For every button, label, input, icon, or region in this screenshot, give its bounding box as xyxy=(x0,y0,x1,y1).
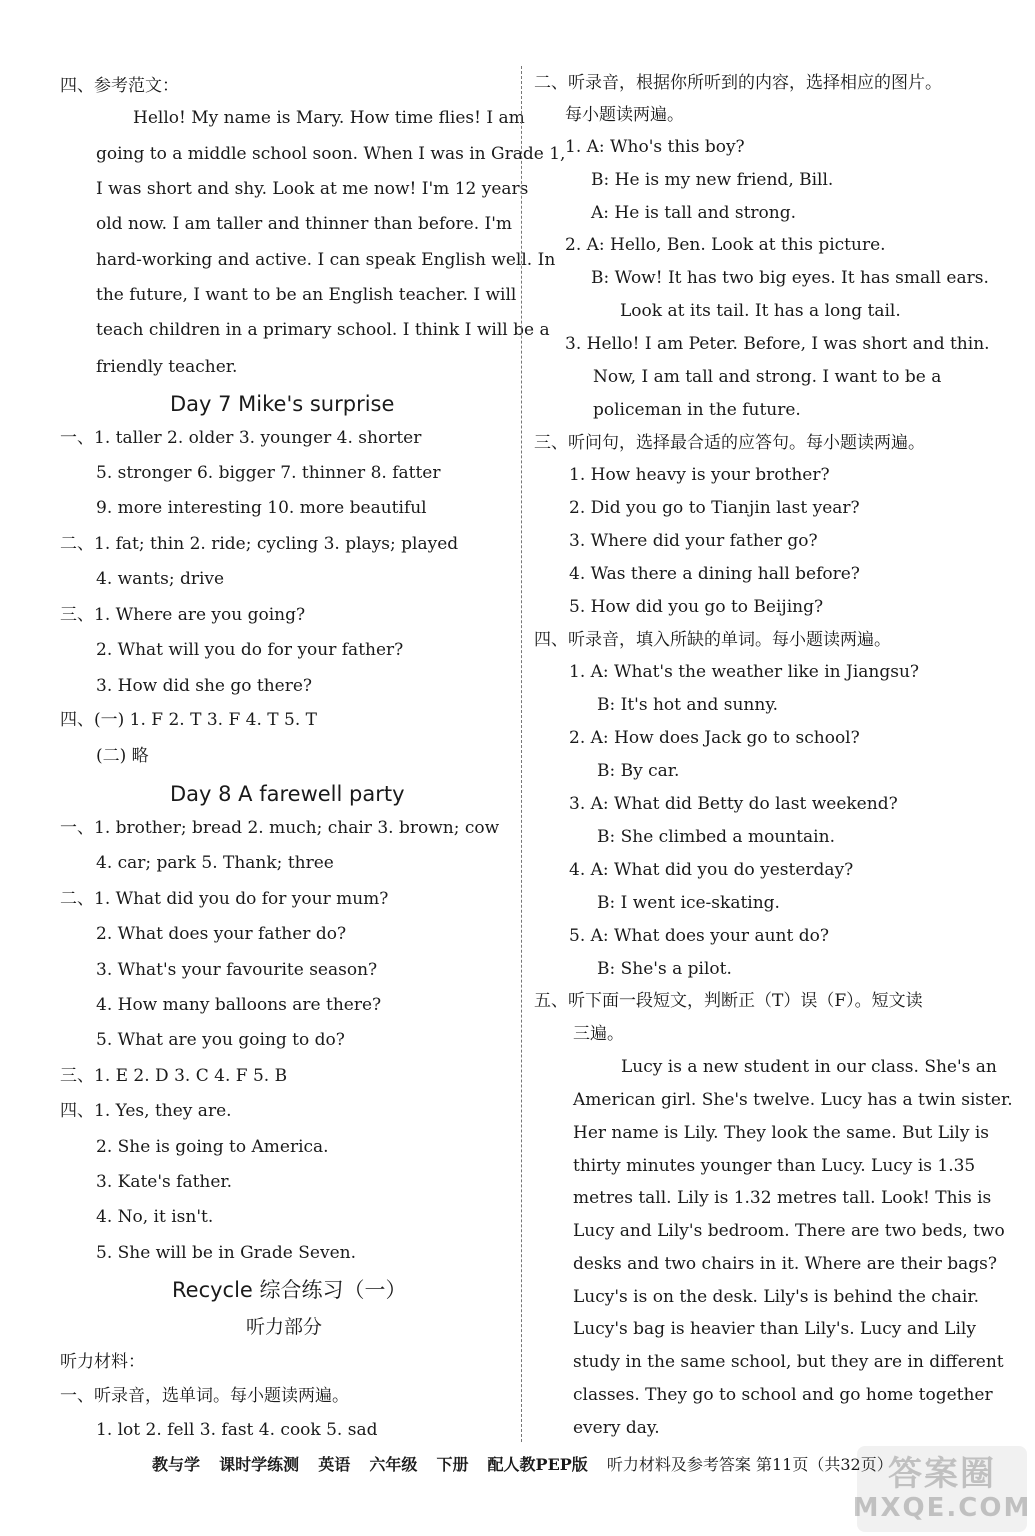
watermark-text: 答案圈 xyxy=(888,1454,996,1494)
answer-line: 5. She will be in Grade Seven. xyxy=(96,1243,356,1263)
dialogue-line: B: Wow! It has two big eyes. It has small ears. xyxy=(591,268,989,288)
essay-line: hard-working and active. I can speak English well. In xyxy=(96,250,556,270)
answer-line: 2. What will you do for your father? xyxy=(96,640,404,660)
answer-line: 2. She is going to America. xyxy=(96,1137,329,1157)
answer-line: 一、1. brother; bread 2. much; chair 3. brown; cow xyxy=(60,818,500,838)
dialogue-line: 3. Where did your father go? xyxy=(569,531,818,551)
answer-line: 二、1. What did you do for your mum? xyxy=(60,889,389,909)
dialogue-line: policeman in the future. xyxy=(593,400,801,420)
dialogue-line: 3. Hello! I am Peter. Before, I was short and thin. xyxy=(565,334,990,354)
answer-line: 9. more interesting 10. more beautiful xyxy=(96,498,427,518)
passage-line: metres tall. Lily is 1.32 metres tall. Look! This is xyxy=(573,1188,992,1208)
section-heading-day8: Day 8 A farewell party xyxy=(170,782,405,806)
essay-line: going to a middle school soon. When I was in Grade 1, xyxy=(96,144,566,164)
answer-line: 3. What's your favourite season? xyxy=(96,960,378,980)
passage-line: thirty minutes younger than Lucy. Lucy is 1.35 xyxy=(573,1156,976,1176)
dialogue-line: 3. A: What did Betty do last weekend? xyxy=(569,794,898,814)
footer-page-info: 听力材料及参考答案 第11页（共32页） xyxy=(606,1455,893,1474)
passage-line: Her name is Lily. They look the same. But Lily is xyxy=(573,1123,990,1143)
essay-line: teach children in a primary school. I think I will be a xyxy=(96,320,550,340)
essay-line: Hello! My name is Mary. How time flies! I am xyxy=(133,108,525,128)
dialogue-line: B: She climbed a mountain. xyxy=(597,827,835,847)
answer-line: 4. How many balloons are there? xyxy=(96,995,382,1015)
passage-line: Lucy's bag is heavier than Lily's. Lucy and Lily xyxy=(573,1319,976,1339)
dialogue-line: 1. A: Who's this boy? xyxy=(565,137,745,157)
column-divider xyxy=(521,66,522,1442)
passage-line: Lucy is a new student in our class. She's an xyxy=(621,1057,997,1077)
dialogue-line: 4. Was there a dining hall before? xyxy=(569,564,860,584)
answer-line: (二) 略 xyxy=(96,746,149,766)
footer-series: 课时学练测 xyxy=(219,1455,300,1474)
question-heading: 二、听录音，根据你所听到的内容，选择相应的图片。 xyxy=(534,73,942,93)
answer-line: 一、1. taller 2. older 3. younger 4. shorter xyxy=(60,428,422,448)
answer-line: 5. What are you going to do? xyxy=(96,1030,345,1050)
dialogue-line: Now, I am tall and strong. I want to be a xyxy=(593,367,942,387)
dialogue-line: B: It's hot and sunny. xyxy=(597,695,779,715)
footer-volume: 下册 xyxy=(436,1455,469,1474)
passage-line: classes. They go to school and go home together xyxy=(573,1385,993,1405)
question-heading: 三、听问句，选择最合适的应答句。每小题读两遍。 xyxy=(534,433,925,453)
answer-line: 4. No, it isn't. xyxy=(96,1207,214,1227)
essay-line: the future, I want to be an English teacher. I will xyxy=(96,285,517,305)
answer-line: 4. wants; drive xyxy=(96,569,225,589)
answer-line: 5. stronger 6. bigger 7. thinner 8. fatter xyxy=(96,463,441,483)
section-heading-day7: Day 7 Mike's surprise xyxy=(170,392,395,416)
dialogue-line: 2. A: How does Jack go to school? xyxy=(569,728,860,748)
question-heading: 一、听录音，选单词。每小题读两遍。 xyxy=(60,1386,349,1406)
watermark-url: MXQE.COM xyxy=(852,1493,1032,1523)
section-heading-recycle: Recycle 综合练习（一） xyxy=(172,1278,407,1302)
watermark-logo xyxy=(852,1446,1032,1532)
footer-subject: 英语 xyxy=(318,1455,351,1474)
passage-line: Lucy and Lily's bedroom. There are two beds, two xyxy=(573,1221,1005,1241)
answer-line: 三、1. E 2. D 3. C 4. F 5. B xyxy=(60,1066,288,1086)
question-heading: 三遍。 xyxy=(573,1024,624,1044)
footer-grade: 六年级 xyxy=(369,1455,418,1474)
passage-line: study in the same school, but they are in different xyxy=(573,1352,1004,1372)
dialogue-line: B: I went ice-skating. xyxy=(597,893,780,913)
dialogue-line: 5. How did you go to Beijing? xyxy=(569,597,824,617)
passage-line: American girl. She's twelve. Lucy has a twin sister. xyxy=(573,1090,1013,1110)
section-subheading-listening: 听力部分 xyxy=(246,1316,323,1338)
dialogue-line: 4. A: What did you do yesterday? xyxy=(569,860,854,880)
answer-line: 2. What does your father do? xyxy=(96,924,347,944)
answer-line: 二、1. fat; thin 2. ride; cycling 3. plays; played xyxy=(60,534,459,554)
answer-line: 四、(一) 1. F 2. T 3. F 4. T 5. T xyxy=(60,710,318,730)
answer-line: 三、1. Where are you going? xyxy=(60,605,306,625)
dialogue-line: 5. A: What does your aunt do? xyxy=(569,926,829,946)
dialogue-line: B: She's a pilot. xyxy=(597,959,732,979)
answer-line: 3. Kate's father. xyxy=(96,1172,233,1192)
passage-line: every day. xyxy=(573,1418,660,1438)
dialogue-line: Look at its tail. It has a long tail. xyxy=(620,301,901,321)
dialogue-line: A: He is tall and strong. xyxy=(591,203,797,223)
question-heading: 四、听录音，填入所缺的单词。每小题读两遍。 xyxy=(534,630,891,650)
question-heading: 五、听下面一段短文，判断正（T）误（F）。短文读 xyxy=(534,991,923,1011)
footer-edition: 配人教PEP版 xyxy=(487,1455,588,1474)
essay-line: old now. I am taller and thinner than before. I'm xyxy=(96,214,513,234)
answer-line: 四、1. Yes, they are. xyxy=(60,1101,232,1121)
dialogue-line: 1. A: What's the weather like in Jiangsu? xyxy=(569,662,920,682)
dialogue-line: B: He is my new friend, Bill. xyxy=(591,170,834,190)
passage-line: desks and two chairs in it. Where are their bags? xyxy=(573,1254,997,1274)
dialogue-line: 2. Did you go to Tianjin last year? xyxy=(569,498,860,518)
page-footer xyxy=(152,1454,893,1476)
dialogue-line: 2. A: Hello, Ben. Look at this picture. xyxy=(565,235,886,255)
answer-line: 4. car; park 5. Thank; three xyxy=(96,853,334,873)
passage-line: Lucy's is on the desk. Lily's is behind the chair. xyxy=(573,1287,979,1307)
listening-material-label: 听力材料： xyxy=(60,1352,145,1372)
question-heading: 每小题读两遍。 xyxy=(565,105,684,125)
essay-heading: 四、参考范文： xyxy=(60,76,179,96)
answer-line: 1. lot 2. fell 3. fast 4. cook 5. sad xyxy=(96,1420,378,1440)
footer-brand: 教与学 xyxy=(152,1455,201,1474)
essay-line: I was short and shy. Look at me now! I'm 12 years xyxy=(96,179,529,199)
essay-line: friendly teacher. xyxy=(96,357,238,377)
dialogue-line: B: By car. xyxy=(597,761,680,781)
dialogue-line: 1. How heavy is your brother? xyxy=(569,465,830,485)
answer-line: 3. How did she go there? xyxy=(96,676,313,696)
